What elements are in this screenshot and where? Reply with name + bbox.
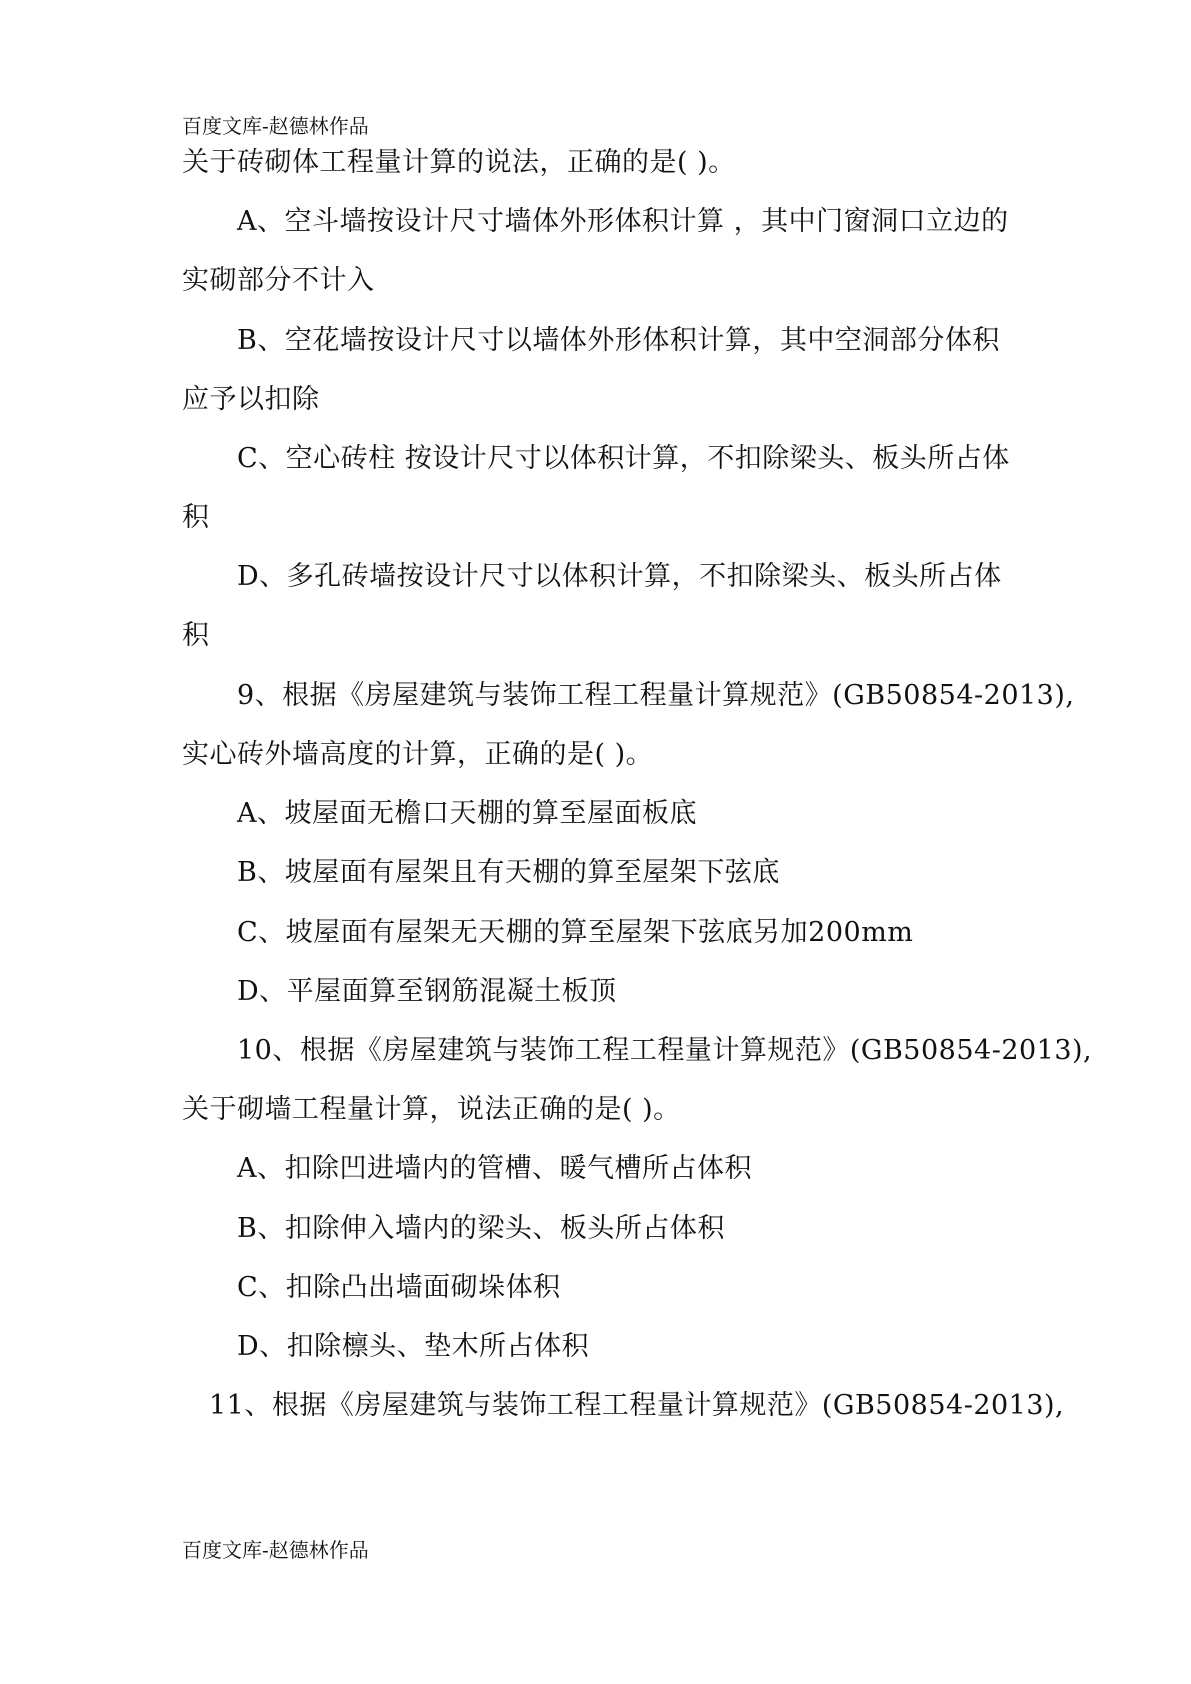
q10-option-c: C、扣除凸出墙面砌垛体积: [237, 1272, 561, 1303]
question-9-continuation: 实心砖外墙高度的计算，正确的是( )。: [182, 739, 654, 770]
question-stem-line: 关于砖砌体工程量计算的说法，正确的是( )。: [182, 147, 736, 178]
q10-option-a: A、扣除凹进墙内的管槽、暖气槽所占体积: [237, 1153, 752, 1184]
q9-option-c: C、坡屋面有屋架无天棚的算至屋架下弦底另加200mm: [237, 917, 914, 948]
question-11-line: 11、根据《房屋建筑与装饰工程工程量计算规范》(GB50854-2013),: [209, 1390, 1065, 1421]
q9-option-d: D、平屋面算至钢筋混凝土板顶: [237, 976, 617, 1007]
question-10-continuation: 关于砌墙工程量计算，说法正确的是( )。: [182, 1094, 681, 1125]
q9-option-a: A、坡屋面无檐口天棚的算至屋面板底: [237, 798, 697, 829]
q9-option-b: B、坡屋面有屋架且有天棚的算至屋架下弦底: [237, 857, 780, 888]
q10-option-b: B、扣除伸入墙内的梁头、板头所占体积: [237, 1213, 725, 1244]
q10-option-d: D、扣除檩头、垫木所占体积: [237, 1331, 590, 1362]
option-a-line: A、空斗墙按设计尺寸墙体外形体积计算 ，其中门窗洞口立边的: [237, 206, 1009, 237]
option-a-continuation: 实砌部分不计入: [182, 265, 375, 296]
question-10-line: 10、根据《房屋建筑与装饰工程工程量计算规范》(GB50854-2013),: [237, 1035, 1093, 1066]
option-b-line: B、空花墙按设计尺寸以墙体外形体积计算，其中空洞部分体积: [237, 325, 1000, 356]
option-c-line: C、空心砖柱 按设计尺寸以体积计算，不扣除梁头、板头所占体: [237, 443, 1010, 474]
option-d-line: D、多孔砖墙按设计尺寸以体积计算，不扣除梁头、板头所占体: [237, 561, 1002, 592]
page-footer: 百度文库-赵德林作品: [182, 1538, 369, 1562]
option-b-continuation: 应予以扣除: [182, 384, 320, 415]
question-9-line: 9、根据《房屋建筑与装饰工程工程量计算规范》(GB50854-2013),: [237, 680, 1075, 711]
option-d-continuation: 积: [182, 620, 210, 651]
option-c-continuation: 积: [182, 502, 210, 533]
page-header: 百度文库-赵德林作品: [182, 114, 369, 138]
